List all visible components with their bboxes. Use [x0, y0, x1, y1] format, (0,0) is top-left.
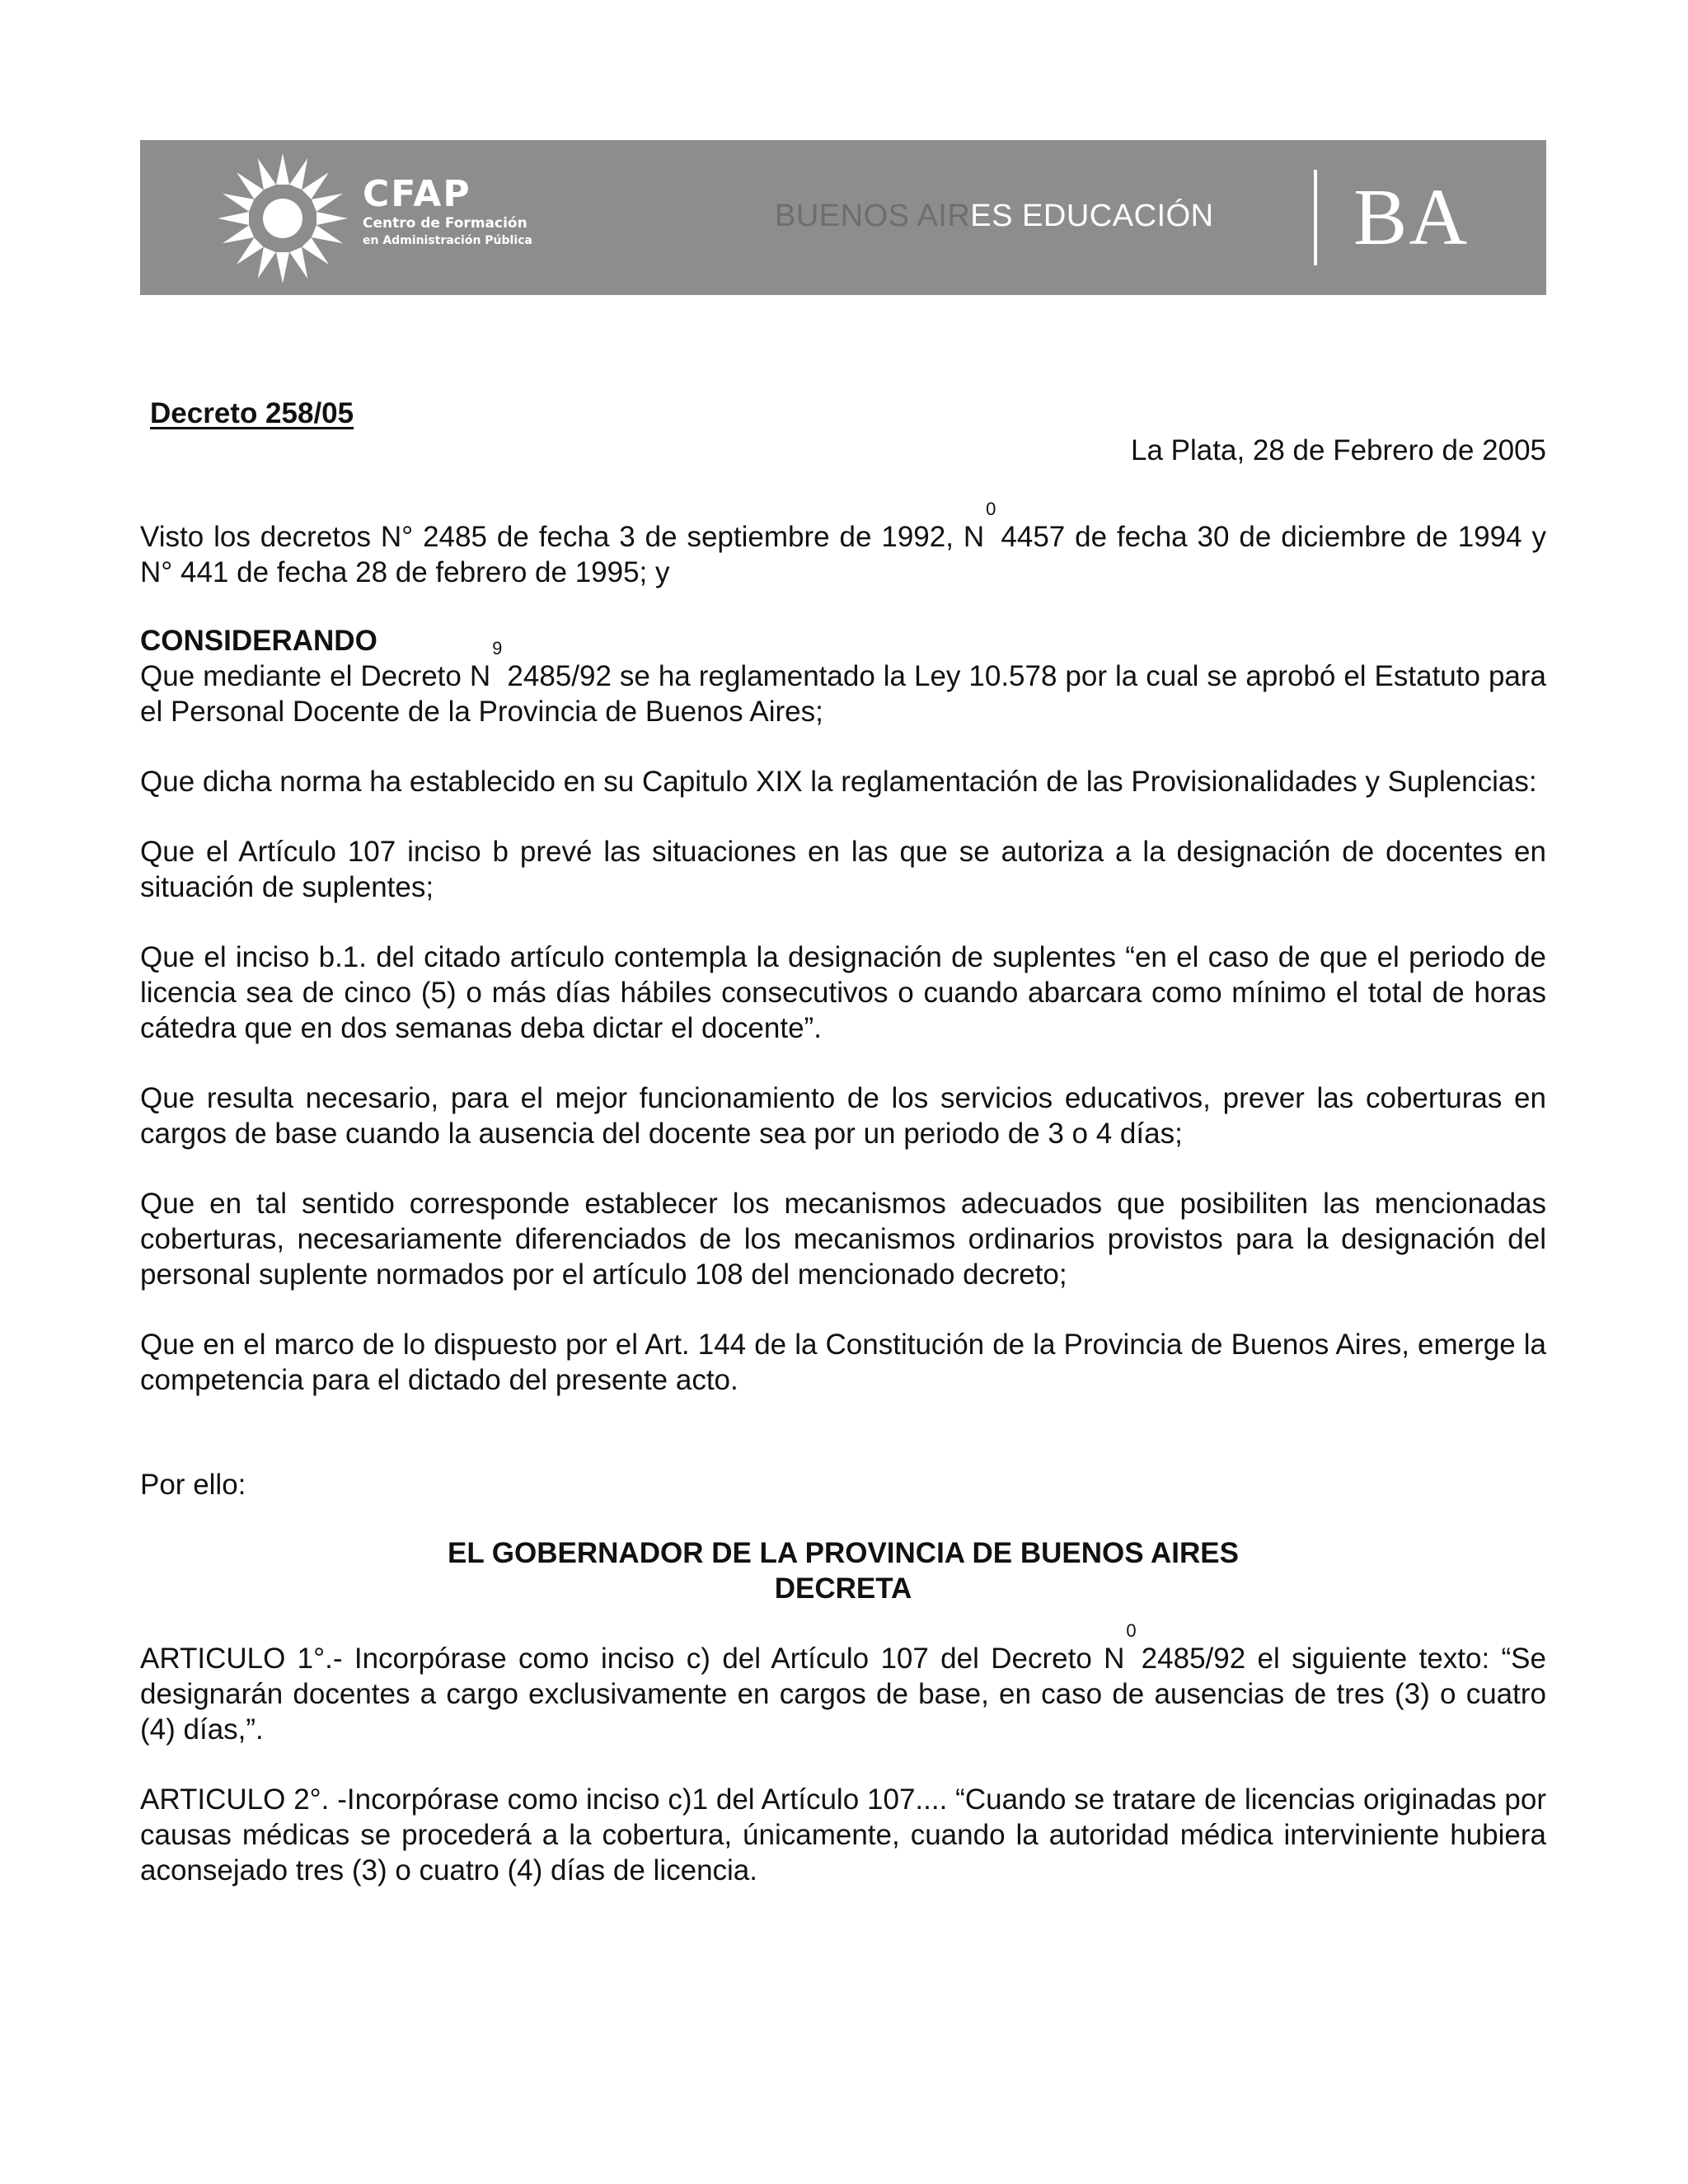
considerando-paragraph-6: Que en tal sentido corresponde establecer los mecanismos adecuados que posibiliten las mencionadas coberturas, necesariamente diferenciados de los mecanismos ordinarios provistos para la designación del personal suplente normados por el artículo 108 del mencionado decreto;	[140, 1188, 1546, 1291]
considerando-paragraph-4: Que el inciso b.1. del citado artículo contempla la designación de suplentes “en el caso de que el periodo de licencia sea de cinco (5) o más días hábiles consecutivos o cuando abarcara como mínimo el total de horas cátedra que en dos semanas deba dictar el docente”.	[140, 941, 1546, 1044]
articulo-2: ARTICULO 2°. -Incorpórase como inciso c)1 del Artículo 107.... “Cuando se tratare de licencias originadas por causas médicas se procederá a la cobertura, únicamente, cuando la autoridad médica interviniente hubiera aconsejado tres (3) o cuatro (4) días de licencia.	[140, 1783, 1546, 1886]
gobernador-heading: EL GOBERNADOR DE LA PROVINCIA DE BUENOS AIRES	[447, 1537, 1239, 1569]
decreta-heading: DECRETA	[774, 1572, 912, 1605]
visto-superscript: 0	[986, 499, 996, 519]
logo-subtitle-line1: Centro de Formación	[363, 215, 528, 232]
decree-title-line	[140, 396, 1546, 431]
articulo-1-text-1: ARTICULO 1°.- Incorpórase como inciso c) del Artículo 107 del Decreto N	[140, 1643, 1125, 1675]
header-banner	[140, 140, 1546, 295]
visto-text-2: 4457 de fecha 30 de diciembre de 1994 y N° 441 de fecha 28 de febrero de 1995; y	[140, 521, 1546, 588]
considerando-paragraph-2: Que dicha norma ha establecido en su Capitulo XIX la reglamentación de las Provisionalidades y Suplencias:	[140, 766, 1537, 798]
banner-divider	[1314, 170, 1317, 265]
considerando-1-text-1: Que mediante el Decreto N	[140, 660, 491, 692]
ba-logo: BA	[1353, 173, 1470, 262]
logo-subtitle-line2: en Administración Pública	[363, 234, 532, 247]
logo-wordmark	[363, 175, 532, 249]
decree-title: Decreto 258/05	[150, 397, 354, 429]
articulo-1-superscript: 0	[1126, 1620, 1137, 1641]
document-body	[140, 396, 1546, 1888]
visto-paragraph	[140, 499, 1546, 590]
considerando-paragraph-7: Que en el marco de lo dispuesto por el Art. 144 de la Constitución de la Provincia de Buenos Aires, emerge la competencia para el dictado del presente acto.	[140, 1329, 1546, 1396]
por-ello: Por ello:	[140, 1469, 246, 1501]
considerando-heading: CONSIDERANDO	[140, 625, 377, 657]
sun-logo-icon	[213, 148, 353, 288]
articulo-1	[140, 1620, 1546, 1747]
visto-text-1: Visto los decretos N° 2485 de fecha 3 de septiembre de 1992, N	[140, 521, 985, 553]
articulo-1-text-2: 2485/92 el siguiente texto: “Se designarán docentes a cargo exclusivamente en cargos de base, en caso de ausencias de tres (3) o cuatro (4) días,”.	[140, 1643, 1546, 1746]
logo-acronym: CFAP	[363, 173, 471, 215]
considerando-paragraph-3: Que el Artículo 107 inciso b prevé las situaciones en las que se autoriza a la designación de docentes en situación de suplentes;	[140, 836, 1546, 903]
place-date: La Plata, 28 de Febrero de 2005	[1131, 434, 1546, 466]
education-label	[775, 196, 1214, 236]
education-label-light: ES EDUCACIÓN	[970, 199, 1214, 233]
education-label-dark: BUENOS AIR	[775, 199, 971, 233]
considerando-1-superscript: 9	[492, 638, 503, 658]
considerando-1-text-2: 2485/92 se ha reglamentado la Ley 10.578 por la cual se aprobó el Estatuto para el Personal Docente de la Provincia de Buenos Aires;	[140, 660, 1546, 728]
considerando-paragraph-5: Que resulta necesario, para el mejor funcionamiento de los servicios educativos, prever las coberturas en cargos de base cuando la ausencia del docente sea por un periodo de 3 o 4 días;	[140, 1082, 1546, 1150]
